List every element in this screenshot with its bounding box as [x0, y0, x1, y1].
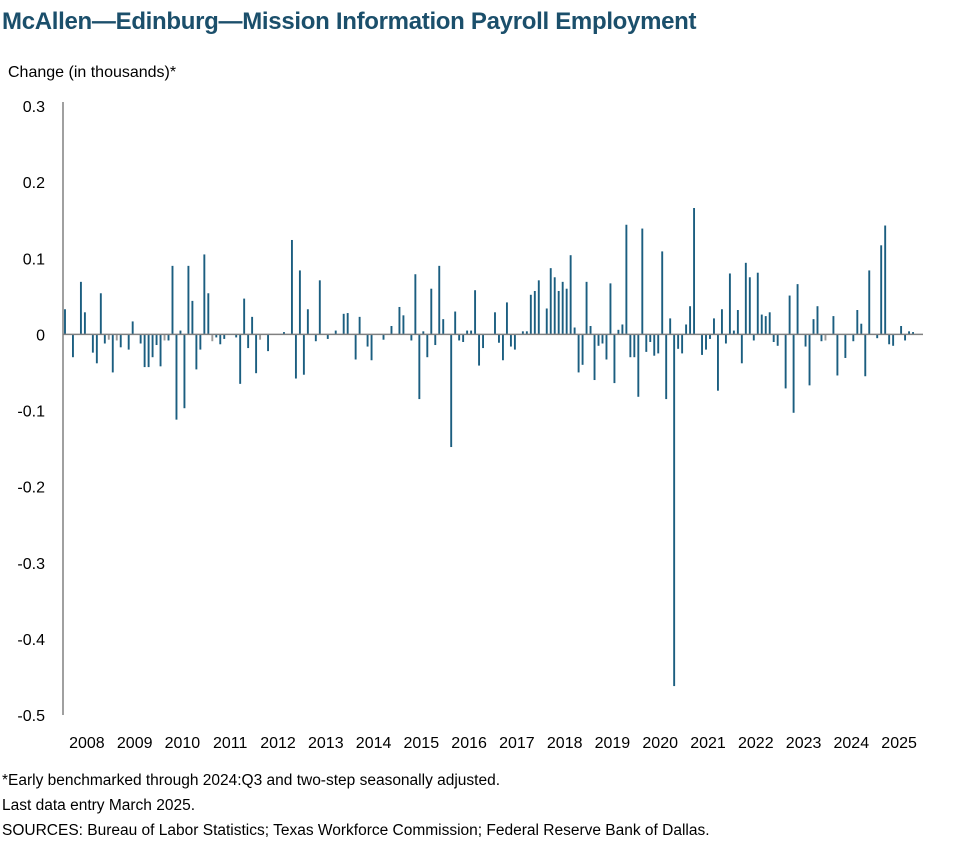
bar	[203, 254, 205, 334]
bar	[606, 334, 608, 359]
bar	[402, 315, 404, 334]
bar	[558, 291, 560, 334]
bar	[132, 321, 134, 334]
y-tick-label: 0	[36, 327, 45, 345]
bar	[267, 334, 269, 351]
bar	[665, 334, 667, 399]
bar	[410, 334, 412, 340]
x-tick-label: 2017	[499, 735, 535, 752]
y-tick-label: 0.3	[22, 99, 45, 116]
y-tick-label: 0.1	[22, 251, 45, 269]
bar	[371, 334, 373, 360]
bar	[645, 334, 647, 352]
x-tick-label: 2022	[738, 735, 774, 752]
bar	[100, 293, 102, 334]
bar	[474, 290, 476, 334]
bar	[187, 266, 189, 335]
bar	[319, 280, 321, 334]
bar	[832, 316, 834, 334]
bar	[156, 334, 158, 345]
bar	[128, 334, 130, 349]
bar	[860, 324, 862, 335]
x-tick-label: 2025	[881, 735, 917, 752]
bar	[836, 334, 838, 375]
y-tick-label: -0.1	[17, 403, 45, 421]
bar	[414, 274, 416, 334]
bar	[769, 312, 771, 334]
bar	[116, 334, 118, 340]
y-tick-label: 0.2	[22, 175, 45, 193]
bar	[633, 334, 635, 357]
bar	[243, 299, 245, 335]
bar	[96, 334, 98, 363]
bar	[705, 334, 707, 349]
bar	[80, 282, 82, 335]
bar	[904, 334, 906, 340]
bar	[868, 270, 870, 334]
bar	[478, 334, 480, 365]
bar	[502, 334, 504, 360]
bar	[737, 310, 739, 334]
bar	[510, 334, 512, 346]
bar	[721, 309, 723, 334]
bar	[765, 316, 767, 334]
bar	[681, 334, 683, 353]
x-tick-label: 2014	[355, 735, 392, 752]
bar	[183, 334, 185, 408]
footnotes	[2, 768, 710, 843]
bar	[741, 334, 743, 363]
bar	[438, 266, 440, 335]
x-tick-label: 2024	[833, 735, 870, 752]
bar	[717, 334, 719, 390]
bar	[888, 334, 890, 344]
bar	[211, 334, 213, 341]
bar	[442, 319, 444, 334]
bar	[554, 277, 556, 334]
bar	[813, 319, 815, 334]
bar	[773, 334, 775, 342]
bar	[176, 334, 178, 419]
footnote-note: *Early benchmarked through 2024:Q3 and two-step seasonally adjusted.	[2, 772, 501, 789]
bar	[259, 334, 261, 339]
bar	[805, 334, 807, 346]
y-tick-label: -0.4	[17, 631, 45, 649]
footnote-last-entry: Last data entry March 2025.	[2, 797, 196, 814]
bar	[199, 334, 201, 349]
bar	[219, 334, 221, 344]
bar	[482, 334, 484, 348]
x-tick-label: 2016	[451, 735, 487, 752]
bar	[602, 334, 604, 343]
bar	[462, 334, 464, 342]
bar	[367, 334, 369, 346]
bar	[586, 282, 588, 335]
bar	[148, 334, 150, 367]
bar	[172, 266, 174, 335]
bar	[164, 334, 166, 340]
bar	[641, 229, 643, 335]
bar	[168, 334, 170, 340]
y-axis-ticks	[17, 99, 45, 725]
bar	[793, 334, 795, 412]
footnote-sources: SOURCES: Bureau of Labor Statistics; Texas Workforce Commission; Federal Reserve Bank of Dallas.	[2, 822, 710, 839]
bar	[534, 291, 536, 334]
bar	[299, 270, 301, 334]
bar	[195, 334, 197, 369]
bar	[649, 334, 651, 342]
bar	[343, 314, 345, 335]
bar	[797, 284, 799, 334]
x-tick-label: 2021	[690, 735, 726, 752]
bar	[689, 306, 691, 334]
x-tick-label: 2015	[403, 735, 440, 752]
bar	[864, 334, 866, 376]
bar-series	[64, 208, 922, 686]
bar	[761, 315, 763, 335]
bar	[426, 334, 428, 357]
bar	[821, 334, 823, 341]
bar	[108, 334, 110, 339]
bar	[749, 277, 751, 334]
bar	[745, 263, 747, 335]
x-tick-label: 2009	[116, 735, 153, 752]
bar	[140, 334, 142, 343]
bar	[777, 334, 779, 345]
bar	[359, 317, 361, 335]
bar	[291, 240, 293, 334]
bar	[315, 334, 317, 341]
bar	[383, 334, 385, 339]
bar	[112, 334, 114, 372]
bar	[825, 334, 827, 340]
bar	[450, 334, 452, 447]
bar	[303, 334, 305, 374]
bar	[900, 326, 902, 334]
bar	[255, 334, 257, 373]
bar	[785, 334, 787, 388]
x-tick-label: 2020	[642, 735, 678, 752]
bar	[844, 334, 846, 358]
bar	[693, 208, 695, 334]
bar	[570, 255, 572, 334]
bar	[347, 313, 349, 334]
x-tick-label: 2023	[785, 735, 822, 752]
x-axis-ticks	[69, 735, 917, 752]
bar	[880, 245, 882, 334]
bar	[247, 334, 249, 348]
bar	[418, 334, 420, 399]
bar	[578, 334, 580, 372]
bar	[789, 296, 791, 335]
bar	[753, 334, 755, 340]
bar	[817, 306, 819, 334]
y-tick-label: -0.2	[17, 479, 45, 497]
x-tick-label: 2010	[164, 735, 201, 752]
bar	[391, 326, 393, 334]
x-tick-label: 2019	[594, 735, 631, 752]
bar	[398, 307, 400, 334]
bar	[757, 273, 759, 335]
bar	[92, 334, 94, 352]
bar	[191, 301, 193, 334]
bar	[653, 334, 655, 355]
bar	[64, 309, 66, 334]
x-tick-label: 2018	[546, 735, 583, 752]
x-tick-label: 2011	[212, 735, 248, 752]
bar	[637, 334, 639, 396]
bar	[574, 328, 576, 335]
y-tick-label: -0.3	[17, 555, 45, 573]
bar	[562, 282, 564, 335]
bar	[590, 326, 592, 334]
bar	[725, 334, 727, 343]
bar	[729, 273, 731, 334]
bar	[701, 334, 703, 355]
bar	[657, 334, 659, 353]
bar	[621, 324, 623, 334]
bar	[498, 334, 500, 342]
bar	[582, 334, 584, 364]
bar	[673, 334, 675, 686]
bar	[550, 268, 552, 334]
bar	[566, 289, 568, 335]
bar	[355, 334, 357, 359]
bar	[892, 334, 894, 345]
bar	[506, 302, 508, 334]
bar	[160, 334, 162, 366]
bar	[72, 334, 74, 357]
bar	[239, 334, 241, 383]
bar	[884, 226, 886, 335]
x-tick-label: 2008	[69, 735, 105, 752]
bar	[120, 334, 122, 347]
y-axis-label: Change (in thousands)*	[8, 64, 177, 81]
bar	[809, 334, 811, 385]
bar	[84, 312, 86, 334]
bar	[458, 334, 460, 340]
x-tick-label: 2012	[260, 735, 296, 752]
bar	[295, 334, 297, 378]
bar	[598, 334, 600, 345]
bar	[856, 310, 858, 334]
bar-chart	[0, 90, 977, 770]
bar	[852, 334, 854, 341]
bar	[625, 225, 627, 335]
bar	[594, 334, 596, 380]
x-tick-label: 2013	[308, 735, 344, 752]
bar	[307, 309, 309, 334]
bar	[434, 334, 436, 345]
bar	[494, 312, 496, 334]
bar	[546, 308, 548, 334]
bar	[104, 334, 106, 343]
bar	[207, 293, 209, 334]
bar	[685, 324, 687, 334]
bar	[251, 317, 253, 335]
bar	[144, 334, 146, 367]
bar	[629, 334, 631, 357]
bar	[661, 251, 663, 334]
chart-title: McAllen—Edinburg—Mission Information Payroll Employment	[2, 8, 697, 35]
bar	[613, 334, 615, 383]
bar	[430, 289, 432, 335]
bar	[514, 334, 516, 349]
bar	[538, 280, 540, 334]
bar	[530, 295, 532, 335]
bar	[454, 312, 456, 335]
bar	[713, 318, 715, 334]
y-tick-label: -0.5	[17, 708, 45, 725]
bar	[669, 318, 671, 334]
bar	[152, 334, 154, 357]
bar	[610, 283, 612, 334]
bar	[677, 334, 679, 348]
